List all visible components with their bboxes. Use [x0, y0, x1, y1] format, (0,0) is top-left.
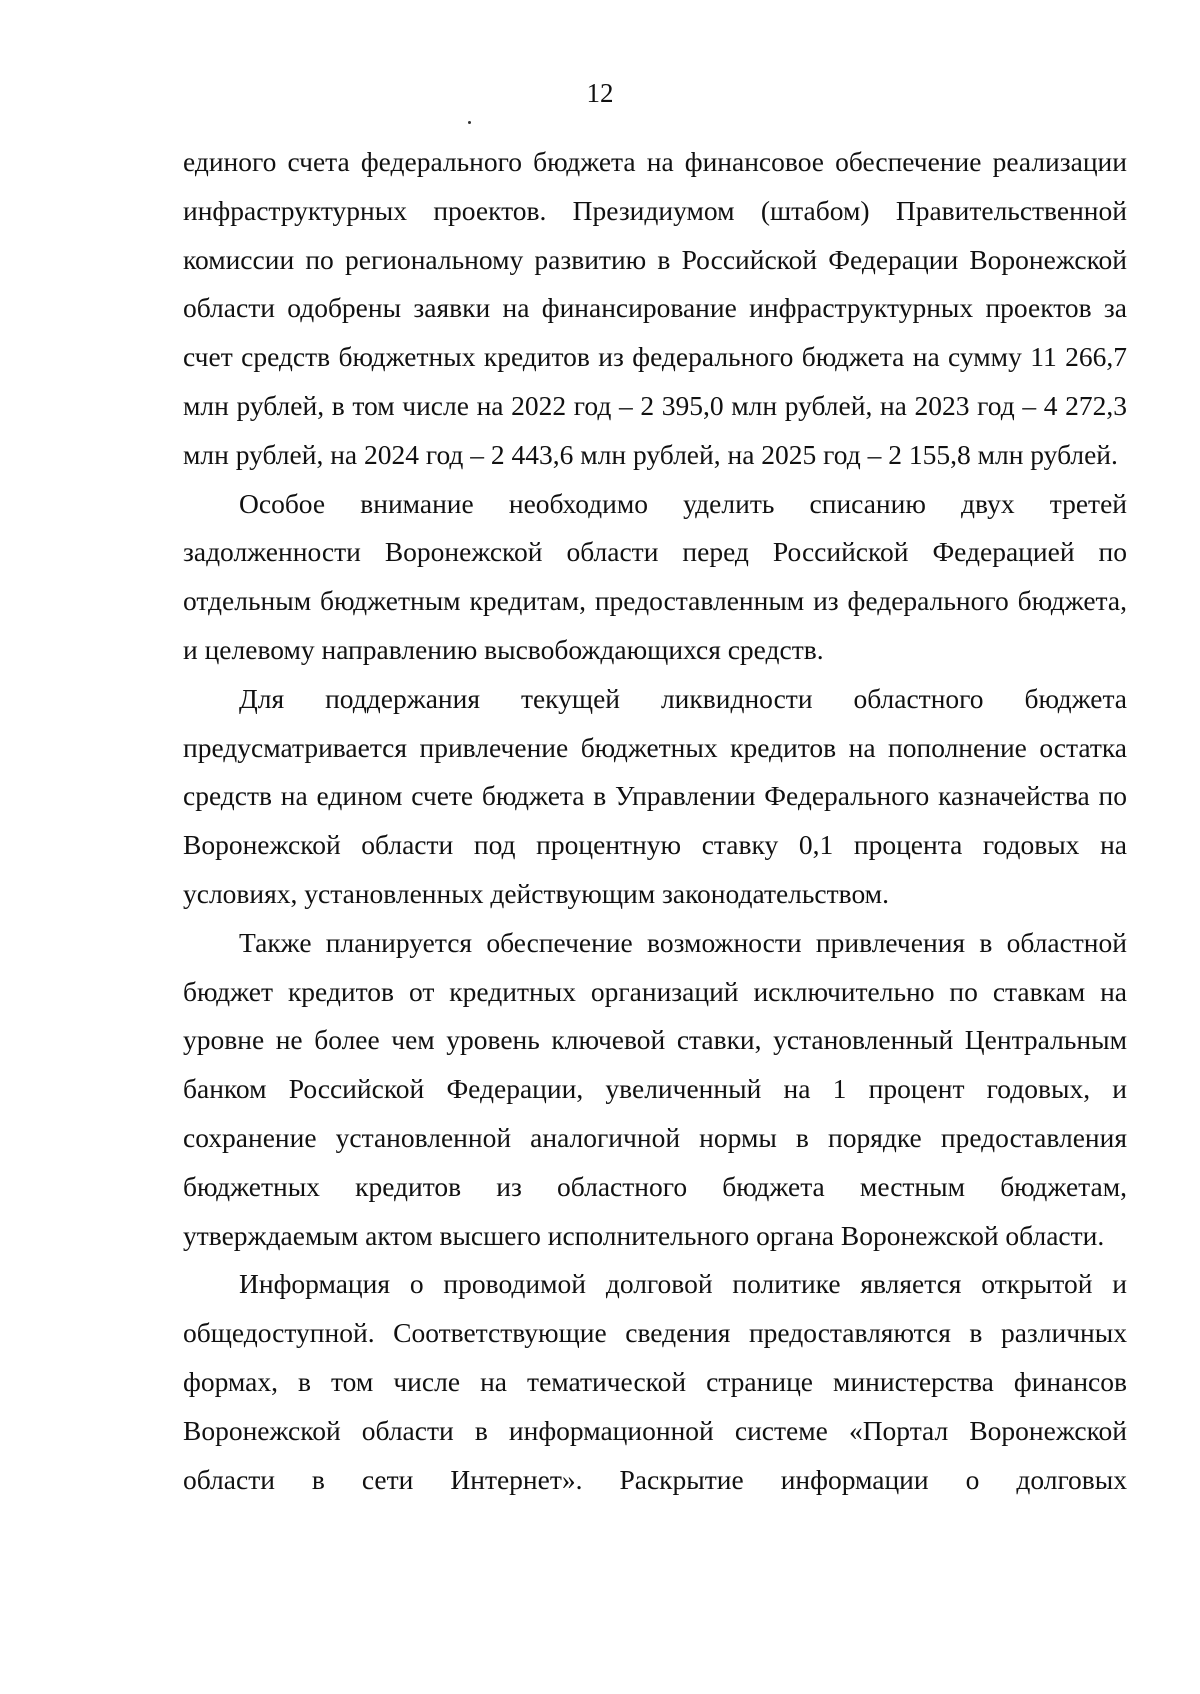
paragraph-debt-write-off: Особое внимание необходимо уделить списанию двух третей задолженности Воронежской области перед Российской Федерацией по отдельным бюджетным кредитам, предоставленным из федерального бюджета, и целевому направлению высвобождающихся средств.	[183, 487, 1127, 665]
paragraph-commercial-credits: Также планируется обеспечение возможности привлечения в областной бюджет кредитов от кредитных организаций исключительно по ставкам на уровне не более чем уровень ключевой ставки, установленный Центральным банком Российской Федерации, увеличенный на 1 процент годовых, и сохранение установленной аналогичной нормы в порядке предоставления бюджетных кредитов из областного бюджета местным бюджетам, утверждаемым актом высшего исполнительного органа Воронежской области.	[183, 926, 1127, 1251]
paragraph-liquidity: Для поддержания текущей ликвидности областного бюджета предусматривается привлечение бюджетных кредитов на пополнение остатка средств на едином счете бюджета в Управлении Федерального казначейства по Воронежской области под процентную ставку 0,1 процента годовых на условиях, установленных действующим законодательством.	[183, 682, 1127, 909]
scan-speck	[468, 121, 471, 124]
paragraph-disclosure: Информация о проводимой долговой политике является открытой и общедоступной. Соответствующие сведения предоставляются в различных формах, в том числе на тематической странице министерства финансов Воронежской области в информационной системе «Портал Воронежской области в сети Интернет». Раскрытие информации о долговых	[183, 1268, 1127, 1495]
page-number: 12	[586, 78, 614, 108]
paragraph-continued: единого счета федерального бюджета на финансовое обеспечение реализации инфраструктурных проектов. Президиумом (штабом) Правительственной комиссии по региональному развитию в Российской Федерации Воронежской области одобрены заявки на финансирование инфраструктурных проектов за счет средств бюджетных кредитов из федерального бюджета на сумму 11 266,7 млн рублей, в том числе на 2022 год – 2 395,0 млн рублей, на 2023 год – 4 272,3 млн рублей, на 2024 год – 2 443,6 млн рублей, на 2025 год – 2 155,8 млн рублей.	[183, 146, 1127, 470]
document-body	[183, 138, 1127, 1504]
